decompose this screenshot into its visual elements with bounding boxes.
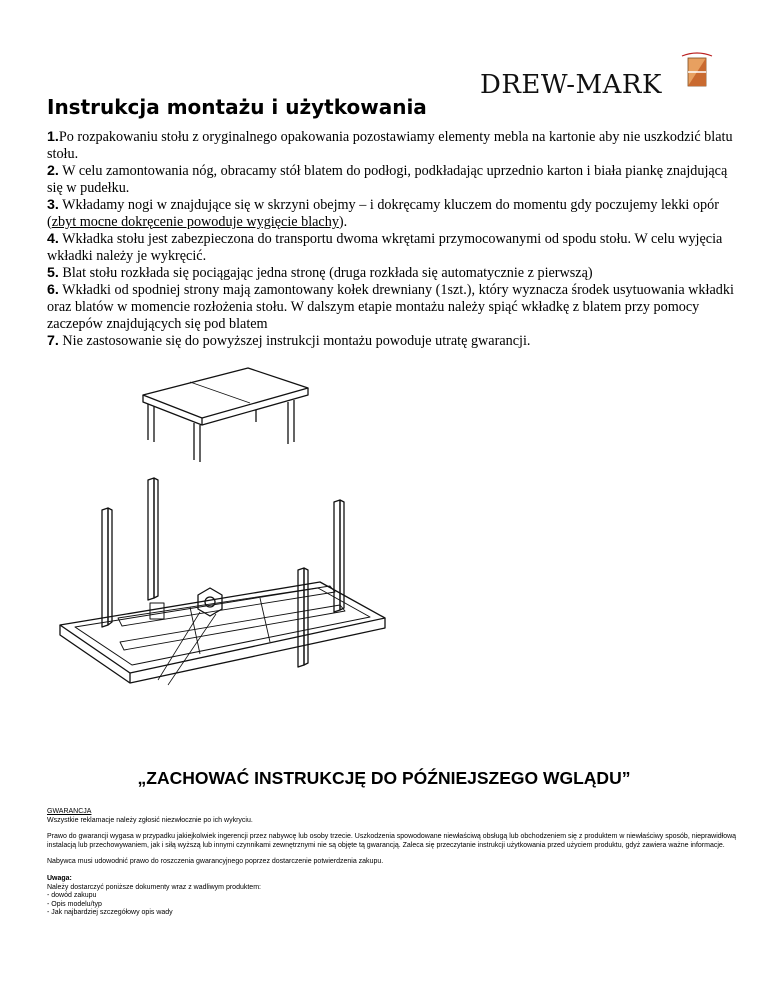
- warranty-proof: Nabywca musi udowodnić prawo do roszczenia gwarancyjnego poprzez dostarczenie potwierdzenia zakupu.: [47, 858, 384, 866]
- step-2: [47, 163, 737, 197]
- assembly-steps: [47, 129, 737, 350]
- step-text: Wkładka stołu jest zabezpieczona do transportu dwoma wkrętami przymocowanymi od spodu stołu. W celu wyjęcia wkładki należy je wykręcić.: [47, 231, 723, 264]
- step-number: 2.: [47, 163, 59, 179]
- step-6: [47, 282, 737, 333]
- warranty-line: Wszystkie reklamacje należy zgłosić niezwłocznie po ich wykryciu.: [47, 816, 253, 824]
- step-number: 4.: [47, 231, 59, 247]
- list-item: - dowód zakupu: [47, 892, 97, 900]
- list-item: - Opis modelu/typ: [47, 900, 102, 908]
- step-text: Wkładki od spodniej strony mają zamontowany kołek drewniany (1szt.), który wyznacza środek usytuowania wkładki oraz blatów w momencie rozłożenia stołu. W dalszym etapie montażu należy spiąć wkładkę z blatem przy pomocy zaczepów znajdujących się pod blatem: [47, 282, 734, 332]
- step-number: 5.: [47, 265, 59, 281]
- keep-instructions-notice: „ZACHOWAĆ INSTRUKCJĘ DO PÓŹNIEJSZEGO WGLĄDU”: [137, 768, 631, 788]
- step-warning-text: zbyt mocne dokręcenie powoduje wygięcie blachy: [51, 214, 339, 230]
- warranty-heading: GWARANCJA: [47, 808, 92, 815]
- assembled-table-illustration: [143, 368, 308, 462]
- step-5: [47, 265, 737, 282]
- step-number: 7.: [47, 333, 59, 349]
- step-number: 3.: [47, 197, 59, 213]
- note-heading: Uwaga:: [47, 874, 72, 882]
- note-list: [47, 892, 737, 918]
- step-text: Wkładamy nogi w znajdujące się w skrzyni obejmy – i dokręcamy kluczem do momentu gdy poczujemy lekki opór (: [47, 197, 719, 230]
- list-item: - Jak najbardziej szczegółowy opis wady: [47, 909, 173, 917]
- step-text-end: ).: [338, 214, 348, 230]
- step-number: 6.: [47, 282, 59, 298]
- assembly-illustration: [40, 360, 420, 745]
- step-4: [47, 231, 737, 265]
- step-text: Nie zastosowanie się do powyższej instrukcji montażu powoduje utratę gwarancji.: [58, 333, 531, 349]
- page-title: Instrukcja montażu i użytkowania: [47, 95, 427, 119]
- note-intro: Należy dostarczyć poniższe dokumenty wraz z wadliwym produktem:: [47, 883, 261, 891]
- step-text: Po rozpakowaniu stołu z oryginalnego opakowania pozostawiamy elementy mebla na kartonie aby nie uszkodzić blatu stołu.: [47, 129, 733, 162]
- warranty-terms: Prawo do gwarancji wygasa w przypadku jakiejkolwiek ingerencji przez nabywcę lub osoby trzecie. Uszkodzenia spowodowane niewłaściwą obsługą lub obchodzeniem się z produktem w niewłaściwy sposób, nieprawidłową instalacją lub przechowywaniem, jak i siłą wyższą lub innymi czynnikami zewnętrznymi nie są objęte tą gwarancją. Zaleca się przeczytanie instrukcji użytkowania przed użyciem produktu, gdyż zawiera ważne informacje.: [47, 833, 737, 849]
- step-text: Blat stołu rozkłada się pociągając jedna stronę (druga rozkłada się automatycznie z pierwszą): [58, 265, 593, 281]
- step-7: [47, 333, 737, 350]
- step-3: [47, 197, 737, 231]
- brand-logo: [680, 48, 714, 90]
- warranty-section: [47, 808, 737, 918]
- step-1: [47, 129, 737, 163]
- brand-name: DREW-MARK: [480, 70, 662, 100]
- step-number: 1.: [47, 129, 59, 145]
- step-text: W celu zamontowania nóg, obracamy stół blatem do podłogi, podkładając uprzednio karton i biała piankę znajdującą się w pudełku.: [47, 163, 728, 196]
